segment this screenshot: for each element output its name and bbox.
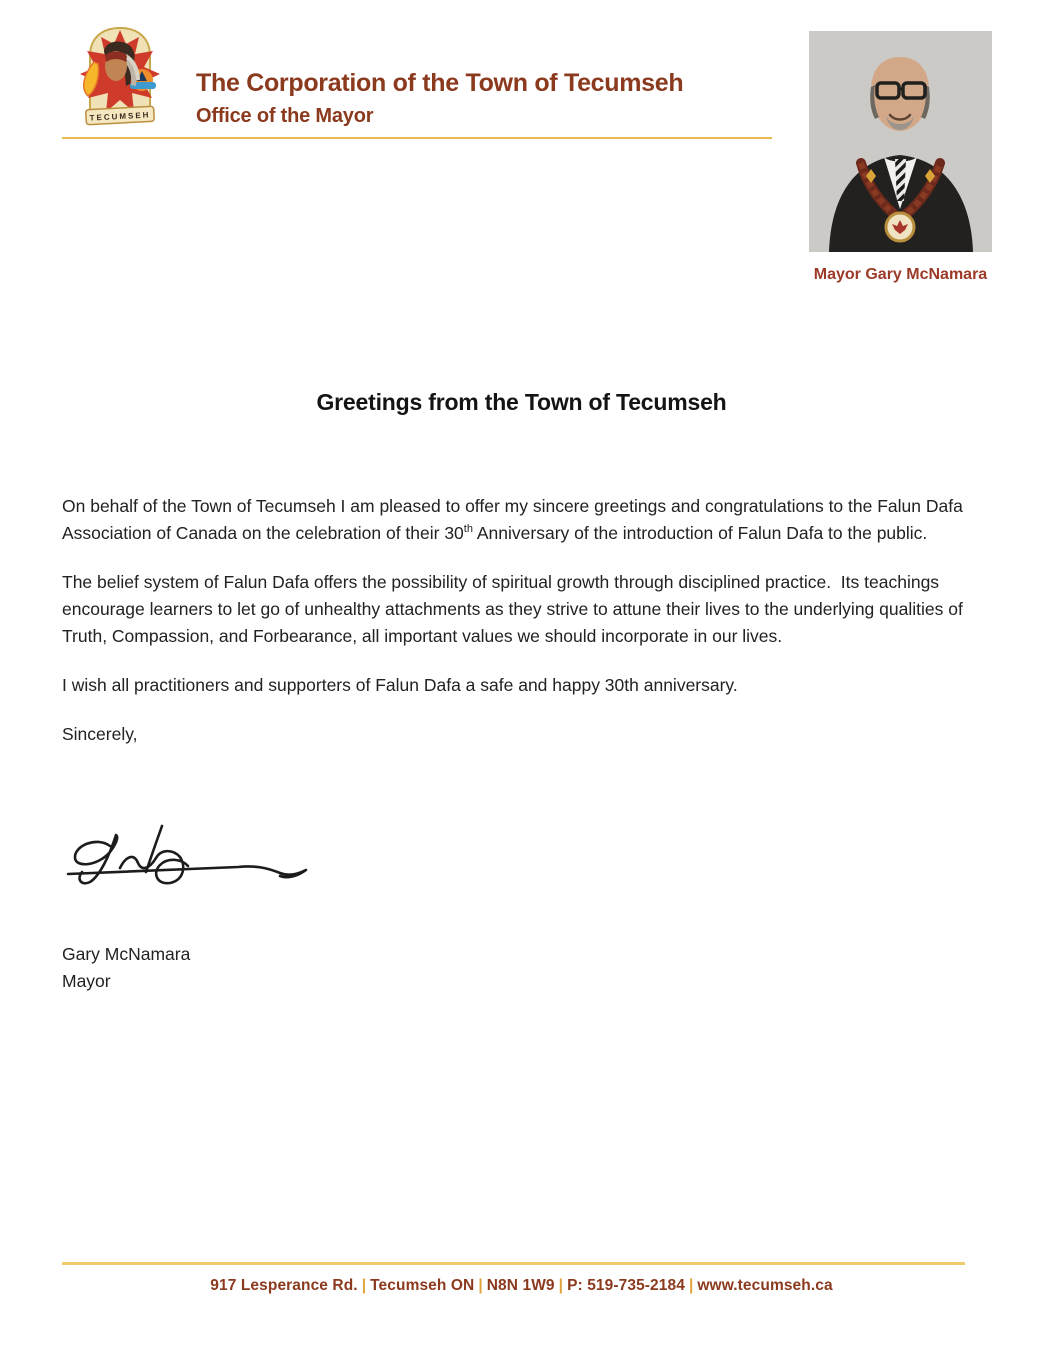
logo-banner-text: TECUMSEH [89, 110, 151, 123]
signature-block [62, 941, 190, 995]
closing-salutation: Sincerely, [62, 724, 138, 744]
signer-name: Gary McNamara [62, 944, 191, 964]
p1-text-after: Anniversary of the introduction of Falun Dafa to the public. [472, 523, 928, 543]
footer-separator: | [558, 1277, 564, 1294]
paragraph-wish: I wish all practitioners and supporters of Falun Dafa a safe and happy 30th anniversary. [62, 675, 738, 695]
town-of-tecumseh-logo-icon [60, 24, 180, 136]
letter-title: Greetings from the Town of Tecumseh [316, 389, 727, 415]
letterhead [196, 68, 683, 128]
signature-icon [58, 820, 323, 902]
ordinal-superscript: th [463, 523, 473, 536]
footer-phone: P: 519-735-2184 [567, 1277, 685, 1294]
paragraph-greeting [62, 493, 988, 547]
letter-body [62, 493, 988, 748]
department-name: Office of the Mayor [196, 105, 374, 127]
p1-text-before: On behalf of the Town of Tecumseh I am pleased to offer my sincere greetings and congratulations to the Falun Dafa Association of Canada on the celebration of their 30 [62, 496, 967, 543]
footer-separator: | [361, 1277, 367, 1294]
footer-city: Tecumseh ON [370, 1277, 475, 1294]
footer-address: 917 Lesperance Rd. [210, 1277, 358, 1294]
footer-postal-code: N8N 1W9 [486, 1277, 555, 1294]
footer-divider-rule [62, 1262, 965, 1265]
footer-website: www.tecumseh.ca [697, 1277, 833, 1294]
footer-separator: | [688, 1277, 694, 1294]
mayor-photo-caption: Mayor Gary McNamara [813, 266, 988, 283]
footer-contact-line [0, 1277, 1043, 1295]
mayor-photo [809, 31, 992, 252]
header-divider-rule [62, 137, 772, 139]
footer-separator: | [478, 1277, 483, 1294]
paragraph-belief-system: The belief system of Falun Dafa offers the possibility of spiritual growth through disciplined practice. Its teachings encourage learners to let go of unhealthy attachments as they strive to attune their lives to the underlying qualities of Truth, Compassion, and Forbearance, all important values we should incorporate in our lives. [62, 572, 968, 646]
signer-title: Mayor [62, 971, 111, 991]
organization-name: The Corporation of the Town of Tecumseh [196, 69, 684, 97]
